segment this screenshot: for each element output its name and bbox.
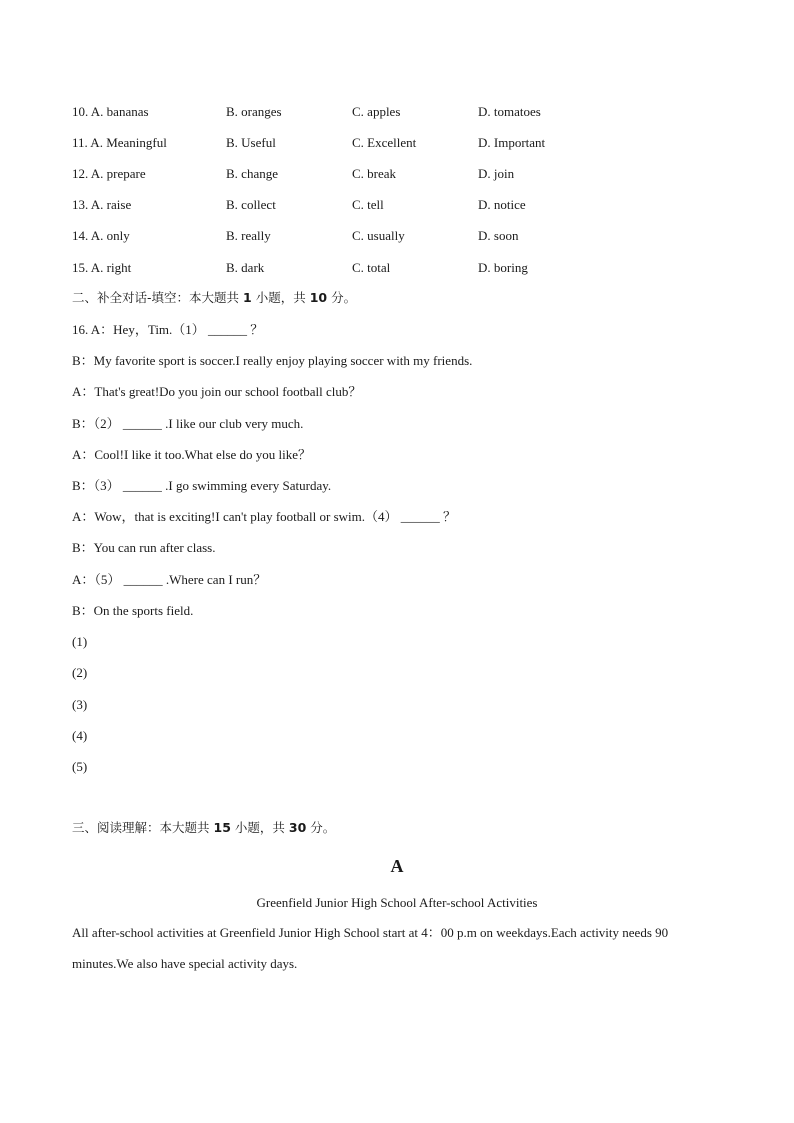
option-a: 11. A. Meaningful	[72, 135, 167, 150]
option-b: B. dark	[226, 260, 265, 275]
dialogue-line: B：（3） ______ .I go swimming every Saturday.	[72, 478, 332, 493]
section-prefix: 二、补全对话-填空：本大题共	[72, 290, 240, 305]
dialogue-line: B：On the sports field.	[72, 603, 194, 618]
question-15-options	[72, 258, 722, 278]
question-10-options	[72, 102, 722, 122]
passage-title: Greenfield Junior High School After-school Activities	[256, 895, 538, 910]
question-13-options	[72, 195, 722, 215]
option-a: 10. A. bananas	[72, 104, 149, 119]
option-c: C. apples	[352, 104, 401, 119]
passage-text-line: minutes.We also have special activity days.	[72, 956, 298, 971]
question-14-options	[72, 226, 722, 246]
option-c: C. tell	[352, 197, 384, 212]
option-b: B. oranges	[226, 104, 282, 119]
option-b: B. collect	[226, 197, 276, 212]
option-d: D. soon	[478, 228, 519, 243]
answer-label-1: (1)	[72, 634, 88, 649]
option-a: 14. A. only	[72, 228, 130, 243]
dialogue-line: B：（2） ______ .I like our club very much.	[72, 416, 304, 431]
dialogue-line: A：Wow，that is exciting!I can't play football or swim.（4） ______ ？	[72, 509, 457, 524]
question-count: 15	[213, 820, 231, 835]
section-suffix: 分。	[310, 820, 336, 835]
section-3-heading	[72, 818, 335, 838]
answer-label-5: (5)	[72, 759, 88, 774]
answer-label-2: (2)	[72, 665, 88, 680]
option-d: D. tomatoes	[478, 104, 541, 119]
dialogue-line: A：Cool!I like it too.What else do you like？	[72, 447, 312, 462]
dialogue-line: B：You can run after class.	[72, 540, 216, 555]
option-b: B. change	[226, 166, 278, 181]
dialogue-line: B：My favorite sport is soccer.I really enjoy playing soccer with my friends.	[72, 353, 473, 368]
section-prefix: 三、阅读理解：本大题共	[72, 820, 210, 835]
section-2-heading	[72, 288, 356, 308]
question-count: 1	[243, 290, 252, 305]
option-d: D. notice	[478, 197, 526, 212]
option-c: C. usually	[352, 228, 405, 243]
option-c: C. total	[352, 260, 391, 275]
passage-text-line: All after-school activities at Greenfield Junior High School start at 4：00 p.m on weekdays.Each activity needs 90	[72, 925, 669, 940]
dialogue-line: A：That's great!Do you join our school football club？	[72, 384, 362, 399]
option-a: 12. A. prepare	[72, 166, 146, 181]
option-b: B. Useful	[226, 135, 276, 150]
question-12-options	[72, 164, 722, 184]
question-11-options	[72, 133, 722, 153]
option-d: D. Important	[478, 135, 546, 150]
option-a: 13. A. raise	[72, 197, 132, 212]
option-d: D. boring	[478, 260, 528, 275]
point-total: 10	[309, 290, 328, 305]
option-d: D. join	[478, 166, 515, 181]
option-a: 15. A. right	[72, 260, 132, 275]
answer-label-3: (3)	[72, 697, 88, 712]
option-c: C. break	[352, 166, 397, 181]
section-mid: 小题，共	[234, 820, 285, 835]
option-b: B. really	[226, 228, 271, 243]
section-mid: 小题，共	[255, 290, 306, 305]
dialogue-line: A：（5） ______ .Where can I run？	[72, 572, 267, 587]
answer-label-4: (4)	[72, 728, 88, 743]
point-total: 30	[288, 820, 307, 835]
dialogue-line: 16. A：Hey，Tim.（1） ______ ？	[72, 322, 264, 337]
passage-letter: A	[390, 856, 404, 876]
section-suffix: 分。	[331, 290, 357, 305]
option-c: C. Excellent	[352, 135, 417, 150]
